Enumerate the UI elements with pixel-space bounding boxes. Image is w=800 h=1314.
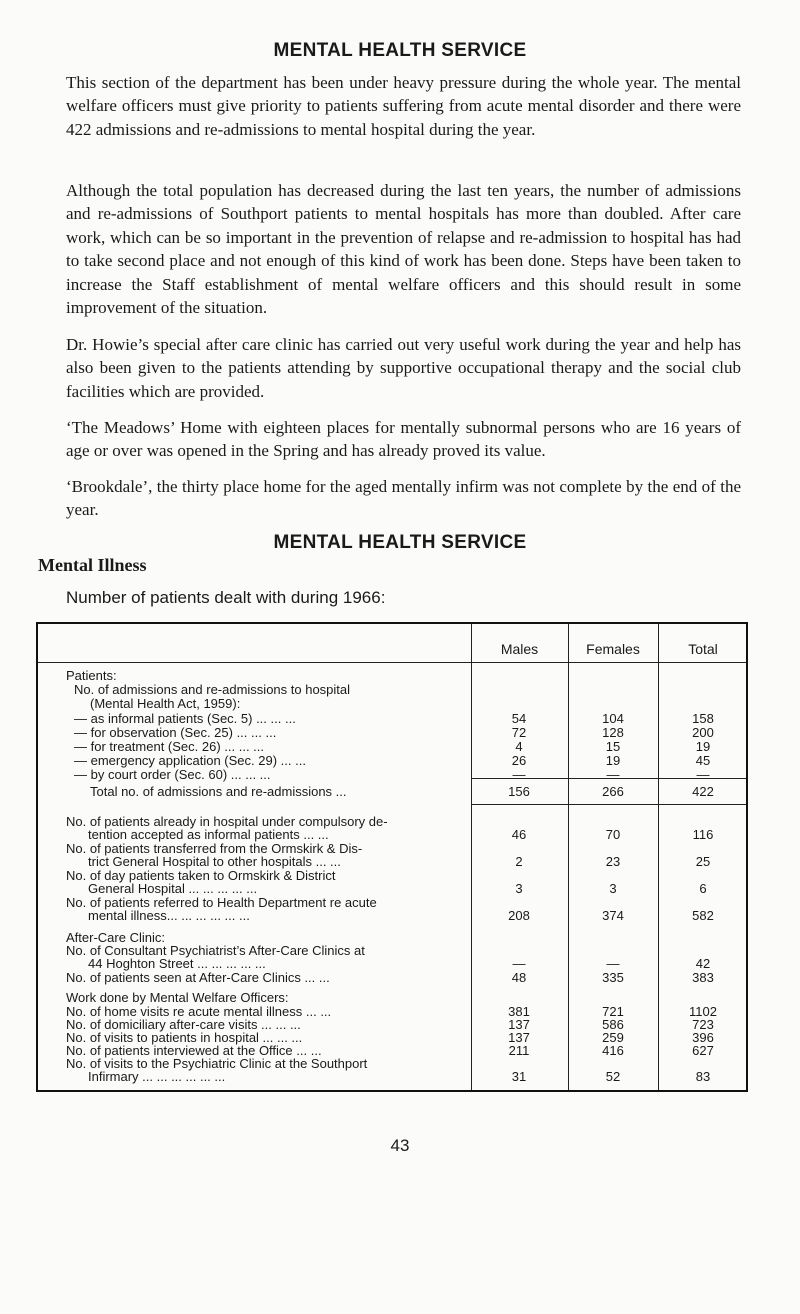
table-row-label: No. of visits to patients in hospital ... ... ... bbox=[66, 1030, 303, 1045]
table-cell-males: 72 bbox=[511, 725, 527, 740]
table-cell-males: 48 bbox=[511, 970, 527, 985]
table-cell-total: — bbox=[696, 767, 710, 782]
table-cell-females: 3 bbox=[609, 881, 617, 896]
table-cell-total: 723 bbox=[692, 1017, 714, 1032]
table-cell-males: 26 bbox=[511, 753, 527, 768]
table-cell-males: 137 bbox=[508, 1017, 530, 1032]
table-row-label: 44 Hoghton Street ... ... ... ... ... bbox=[88, 956, 266, 971]
table-row-label: No. of patients seen at After-Care Clinics ... ... bbox=[66, 970, 330, 985]
table-row-label: No. of patients referred to Health Department re acute bbox=[66, 895, 377, 910]
table-cell-total: 200 bbox=[692, 725, 714, 740]
table-cell-males: — bbox=[512, 956, 526, 971]
table-row-label: trict General Hospital to other hospitals ... ... bbox=[88, 854, 341, 869]
header-females: Females bbox=[586, 641, 640, 657]
table-cell-total: 383 bbox=[692, 970, 714, 985]
table-cell-females: 259 bbox=[602, 1030, 624, 1045]
table-row-label: Infirmary ... ... ... ... ... ... bbox=[88, 1069, 226, 1084]
table-cell-total: 422 bbox=[692, 784, 714, 799]
table-cell-total: 6 bbox=[699, 881, 707, 896]
table-cell-females: 70 bbox=[605, 827, 621, 842]
paragraph-2: Although the total population has decreased during the last ten years, the number of admissions and re-admissions of Southport patients to mental hospitals has more than doubled. After care work, which can be so important in the prevention of relapse and re-admission to hospital has had to take second place and not enough of this kind of work has been done. Steps have been taken to increase the Staff establishment of mental welfare officers and this should result in some improvement of the situation. bbox=[66, 181, 741, 318]
table-cell-females: 374 bbox=[602, 908, 624, 923]
table-cell-total: 396 bbox=[692, 1030, 714, 1045]
table-row-label: No. of patients transferred from the Ormskirk & Dis- bbox=[66, 841, 363, 856]
table-row-label: — for treatment (Sec. 26) ... ... ... bbox=[74, 739, 265, 754]
page-number: 43 bbox=[390, 1136, 410, 1155]
table-cell-females: — bbox=[606, 956, 620, 971]
table-row-label: Total no. of admissions and re-admissions ... bbox=[90, 784, 347, 799]
header-total: Total bbox=[688, 641, 718, 657]
table-row-label: General Hospital ... ... ... ... ... bbox=[88, 881, 258, 896]
table-row-label: mental illness... ... ... ... ... ... bbox=[88, 908, 250, 923]
table-row-label: No. of Consultant Psychiatrist’s After-Care Clinics at bbox=[66, 943, 365, 958]
table-cell-males: 208 bbox=[508, 908, 530, 923]
total-divider-bottom bbox=[471, 804, 746, 805]
table-cell-males: 211 bbox=[508, 1043, 530, 1058]
table-cell-total: 83 bbox=[695, 1069, 711, 1084]
table-cell-total: 45 bbox=[695, 753, 711, 768]
table-cell-males: 3 bbox=[515, 881, 523, 896]
table-row-label: No. of home visits re acute mental illness ... ... bbox=[66, 1004, 332, 1019]
table-cell-females: — bbox=[606, 767, 620, 782]
table-cell-total: 1102 bbox=[689, 1004, 717, 1019]
column-divider bbox=[568, 624, 569, 1090]
table-row-label: tention accepted as informal patients ... ... bbox=[88, 827, 329, 842]
table-row-label: Patients: bbox=[66, 668, 117, 683]
table-cell-females: 586 bbox=[602, 1017, 624, 1032]
table-row-label: No. of day patients taken to Ormskirk & District bbox=[66, 868, 336, 883]
column-divider bbox=[658, 624, 659, 1090]
table-cell-total: 582 bbox=[692, 908, 714, 923]
table-cell-females: 52 bbox=[605, 1069, 621, 1084]
table-row-label: No. of domiciliary after-care visits ... ... ... bbox=[66, 1017, 301, 1032]
table-cell-total: 158 bbox=[692, 711, 714, 726]
table-cell-males: 381 bbox=[508, 1004, 530, 1019]
table-row-label: No. of patients interviewed at the Office ... ... bbox=[66, 1043, 322, 1058]
table-cell-total: 116 bbox=[692, 827, 714, 842]
table-cell-total: 19 bbox=[695, 739, 711, 754]
table-cell-females: 416 bbox=[602, 1043, 624, 1058]
table-cell-females: 266 bbox=[602, 784, 624, 799]
table-row-label: — by court order (Sec. 60) ... ... ... bbox=[74, 767, 271, 782]
table-row-label: (Mental Health Act, 1959): bbox=[90, 696, 241, 711]
table-cell-males: 54 bbox=[511, 711, 527, 726]
column-divider bbox=[471, 624, 472, 1090]
section-title: MENTAL HEALTH SERVICE bbox=[273, 532, 527, 553]
section-heading: Mental Illness bbox=[38, 555, 147, 575]
paragraph-4: ‘The Meadows’ Home with eighteen places for mentally subnormal persons who are 16 years of age or over was opened in the Spring and has already proved its value. bbox=[66, 418, 741, 461]
table-row-label: No. of visits to the Psychiatric Clinic at the Southport bbox=[66, 1056, 368, 1071]
table-cell-females: 128 bbox=[602, 725, 624, 740]
table-row-label: Work done by Mental Welfare Officers: bbox=[66, 990, 289, 1005]
table-row-label: — emergency application (Sec. 29) ... ... bbox=[74, 753, 306, 768]
patients-table bbox=[36, 622, 748, 1092]
table-cell-males: 46 bbox=[511, 827, 527, 842]
header-divider bbox=[38, 662, 746, 663]
table-row-label: — for observation (Sec. 25) ... ... ... bbox=[74, 725, 277, 740]
table-cell-females: 335 bbox=[602, 970, 624, 985]
table-cell-total: 25 bbox=[695, 854, 711, 869]
table-row-label: — as informal patients (Sec. 5) ... ... ... bbox=[74, 711, 296, 726]
table-cell-males: 31 bbox=[511, 1069, 527, 1084]
paragraph-5: ‘Brookdale’, the thirty place home for the aged mentally infirm was not complete by the end of the year. bbox=[66, 477, 741, 520]
table-cell-total: 627 bbox=[692, 1043, 714, 1058]
table-cell-males: 156 bbox=[508, 784, 530, 799]
paragraph-3: Dr. Howie’s special after care clinic has carried out very useful work during the year and help has also been given to the patients attending by supportive occupational therapy and the social club facilities which are provided. bbox=[66, 335, 741, 401]
table-cell-females: 15 bbox=[605, 739, 621, 754]
table-cell-males: 4 bbox=[515, 739, 523, 754]
table-cell-females: 104 bbox=[602, 711, 624, 726]
table-row-label: No. of patients already in hospital under compulsory de- bbox=[66, 814, 388, 829]
table-cell-males: — bbox=[512, 767, 526, 782]
paragraph-1: This section of the department has been under heavy pressure during the whole year. The mental welfare officers must give priority to patients suffering from acute mental disorder and there were 422 admissions and re-admissions to mental hospital during the year. bbox=[66, 73, 741, 139]
table-row-label: After-Care Clinic: bbox=[66, 930, 165, 945]
table-cell-total: 42 bbox=[695, 956, 711, 971]
table-cell-males: 137 bbox=[508, 1030, 530, 1045]
table-cell-females: 19 bbox=[605, 753, 621, 768]
table-caption: Number of patients dealt with during 1966: bbox=[66, 588, 386, 607]
table-cell-males: 2 bbox=[515, 854, 523, 869]
table-cell-females: 23 bbox=[605, 854, 621, 869]
header-males: Males bbox=[500, 641, 539, 657]
page-title: MENTAL HEALTH SERVICE bbox=[273, 40, 527, 61]
table-cell-females: 721 bbox=[602, 1004, 624, 1019]
table-row-label: No. of admissions and re-admissions to hospital bbox=[74, 682, 351, 697]
